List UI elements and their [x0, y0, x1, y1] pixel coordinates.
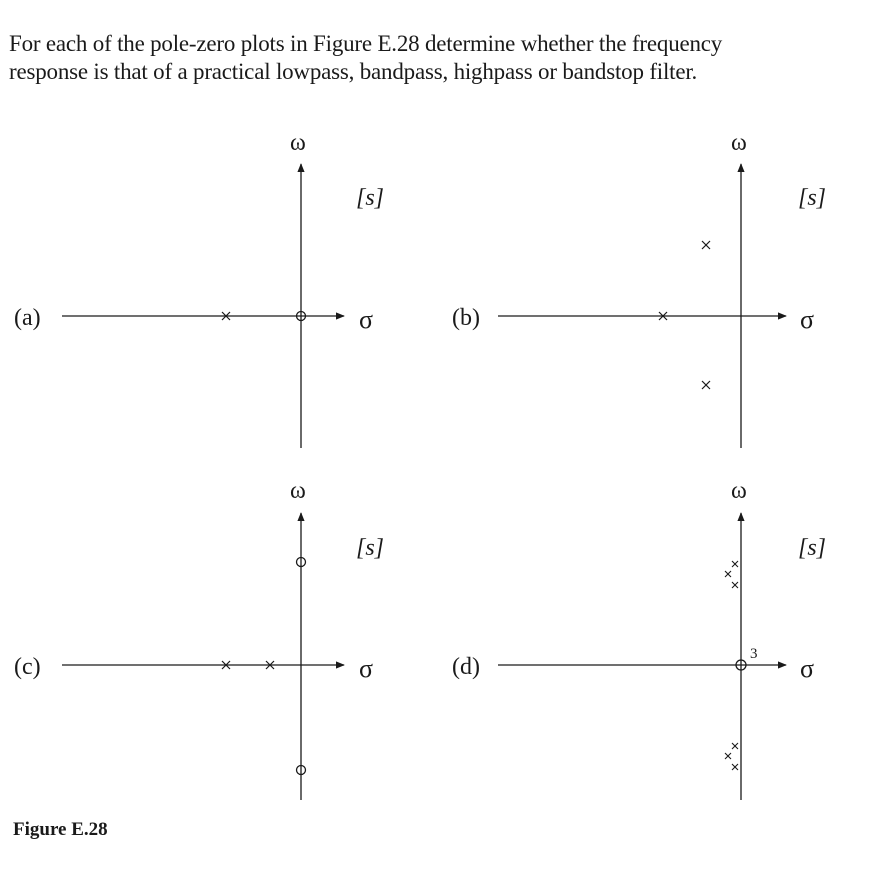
plot-d-poles-upper	[725, 561, 738, 588]
plot-a	[14, 130, 384, 448]
plot-b-plane-label: [s]	[798, 185, 827, 211]
plot-b	[452, 130, 826, 448]
plot-c-plane-label: [s]	[356, 535, 385, 561]
plot-a-omega-label: ω	[290, 130, 306, 156]
plot-b-pole-lower	[702, 381, 710, 389]
plot-c-label: (c)	[14, 654, 41, 680]
plot-d-sigma-label: σ	[800, 654, 815, 683]
plot-b-label: (b)	[452, 305, 480, 331]
plot-d-plane-label: [s]	[798, 535, 827, 561]
plot-c-omega-label: ω	[290, 478, 306, 504]
question-line-1: For each of the pole-zero plots in Figure E.28 determine whether the frequency	[9, 31, 723, 56]
plot-c	[14, 478, 384, 800]
plot-a-sigma-label: σ	[359, 305, 374, 334]
plot-d-poles-lower	[725, 743, 738, 770]
plot-c-sigma-label: σ	[359, 654, 374, 683]
figure-caption: Figure E.28	[13, 819, 108, 840]
plot-a-plane-label: [s]	[356, 185, 385, 211]
plot-a-label: (a)	[14, 305, 41, 331]
plot-d	[452, 478, 826, 800]
plot-d-omega-label: ω	[731, 478, 747, 504]
plot-b-omega-label: ω	[731, 130, 747, 156]
plot-d-zero-multiplicity: 3	[750, 646, 758, 662]
plot-d-label: (d)	[452, 654, 480, 680]
plot-b-sigma-label: σ	[800, 305, 815, 334]
question-line-2: response is that of a practical lowpass, bandpass, highpass or bandstop filter.	[9, 59, 698, 84]
plot-b-pole-upper	[702, 241, 710, 249]
